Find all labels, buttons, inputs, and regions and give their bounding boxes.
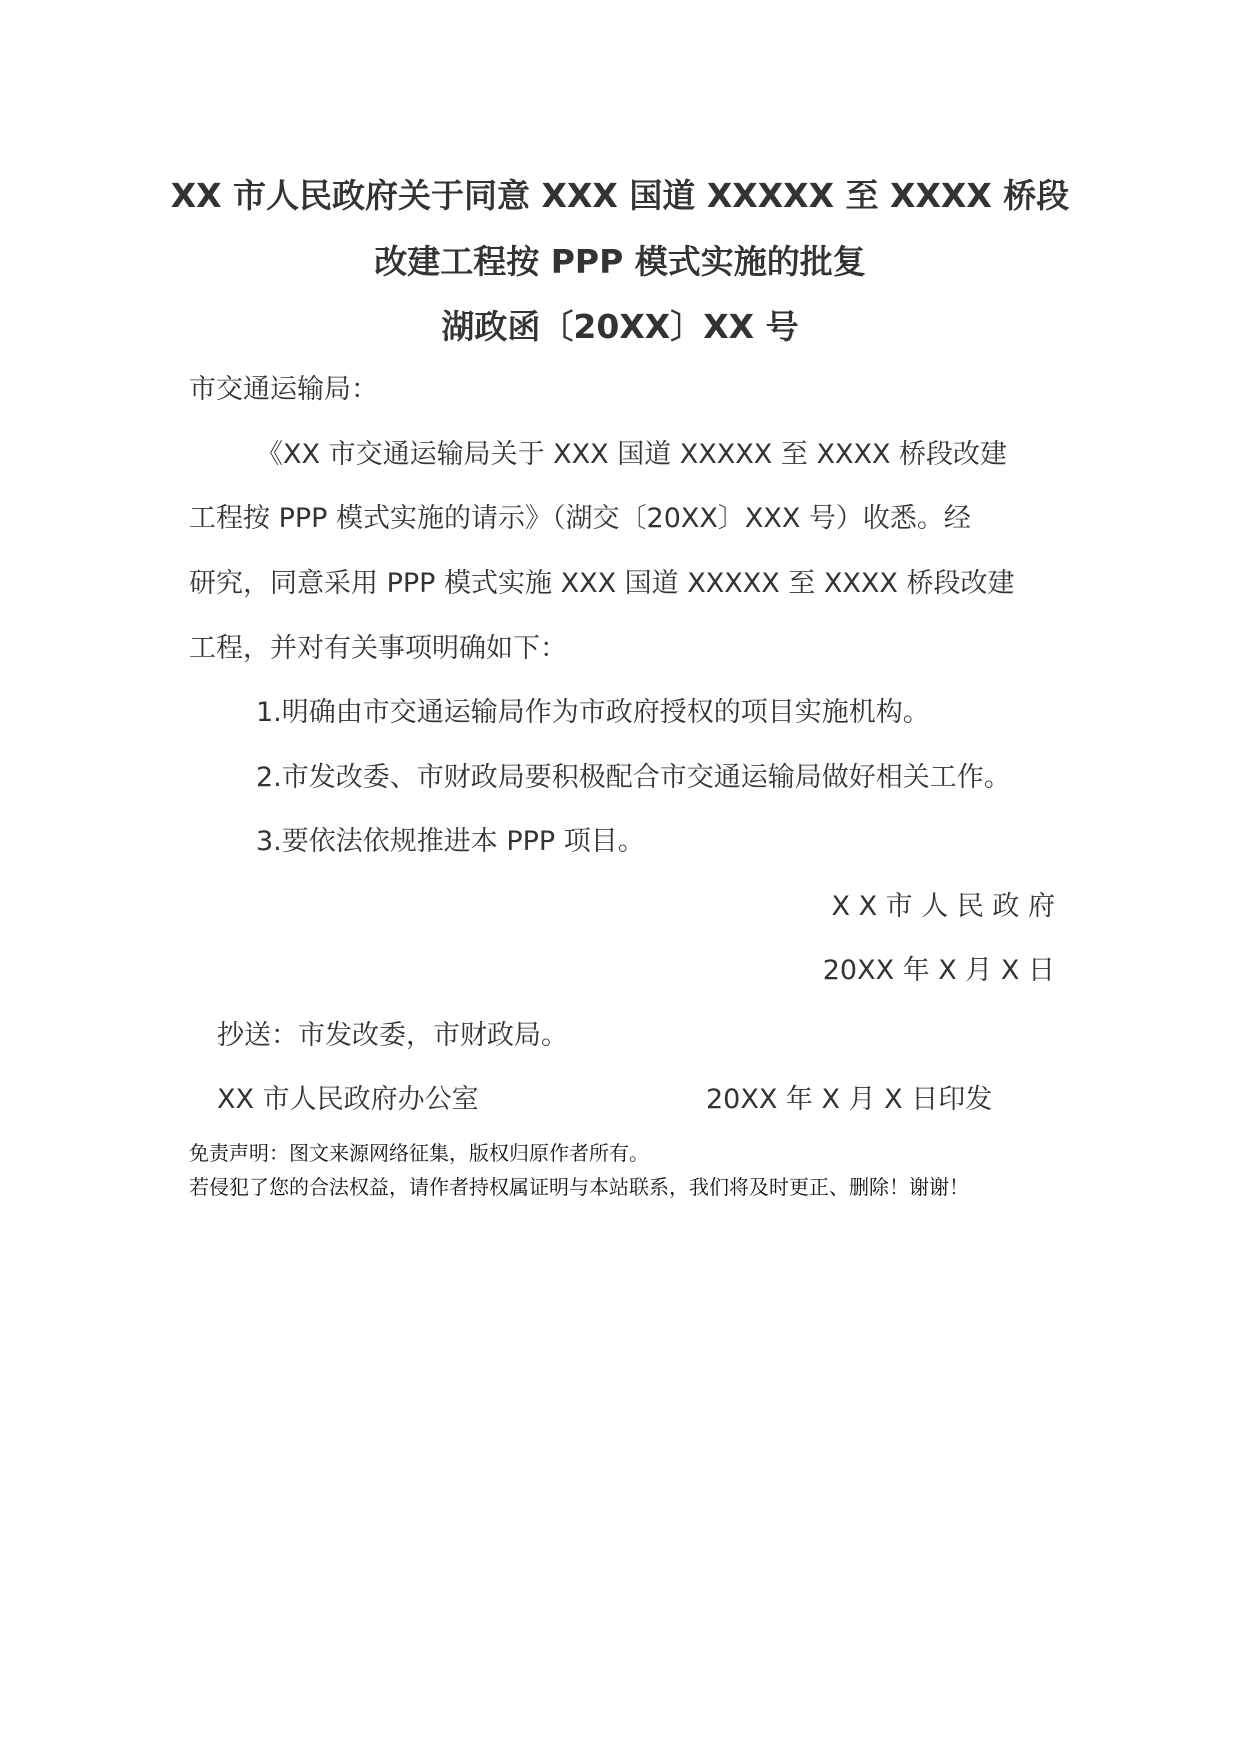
body-line-1: 《XX 市交通运输局关于 XXX 国道 XXXXX 至 XXXX 桥段改建 bbox=[256, 439, 1008, 470]
disclaimer-line-2: 若侵犯了您的合法权益，请作者持权属证明与本站联系，我们将及时更正、删除！谢谢！ bbox=[189, 1175, 969, 1199]
document-title-line-1: XX 市人民政府关于同意 XXX 国道 XXXXX 至 XXXX 桥段 bbox=[170, 176, 1070, 215]
list-item-3: 3.要依法依规推进本 PPP 项目。 bbox=[256, 826, 645, 857]
body-line-2: 工程按 PPP 模式实施的请示》（湖交〔20XX〕XXX 号）收悉。经 bbox=[189, 503, 971, 534]
document-number: 湖政函〔20XX〕XX 号 bbox=[441, 307, 799, 346]
signature-issuer: X X 市 人 民 政 府 bbox=[831, 891, 1055, 922]
document-title-line-2: 改建工程按 PPP 模式实施的批复 bbox=[374, 242, 866, 281]
list-item-1: 1.明确由市交通运输局作为市政府授权的项目实施机构。 bbox=[256, 697, 930, 728]
body-line-4: 工程，并对有关事项明确如下： bbox=[189, 633, 567, 664]
addressee: 市交通运输局： bbox=[189, 374, 378, 405]
issuing-office: XX 市人民政府办公室 bbox=[217, 1084, 479, 1115]
issue-date: 20XX 年 X 月 X 日印发 bbox=[706, 1084, 993, 1115]
list-item-2: 2.市发改委、市财政局要积极配合市交通运输局做好相关工作。 bbox=[256, 762, 1011, 793]
signature-date: 20XX 年 X 月 X 日 bbox=[822, 955, 1055, 986]
disclaimer-line-1: 免责声明：图文来源网络征集，版权归原作者所有。 bbox=[189, 1141, 649, 1165]
body-line-3: 研究，同意采用 PPP 模式实施 XXX 国道 XXXXX 至 XXXX 桥段改建 bbox=[189, 568, 1015, 599]
cc-line: 抄送：市发改委，市财政局。 bbox=[217, 1020, 568, 1051]
